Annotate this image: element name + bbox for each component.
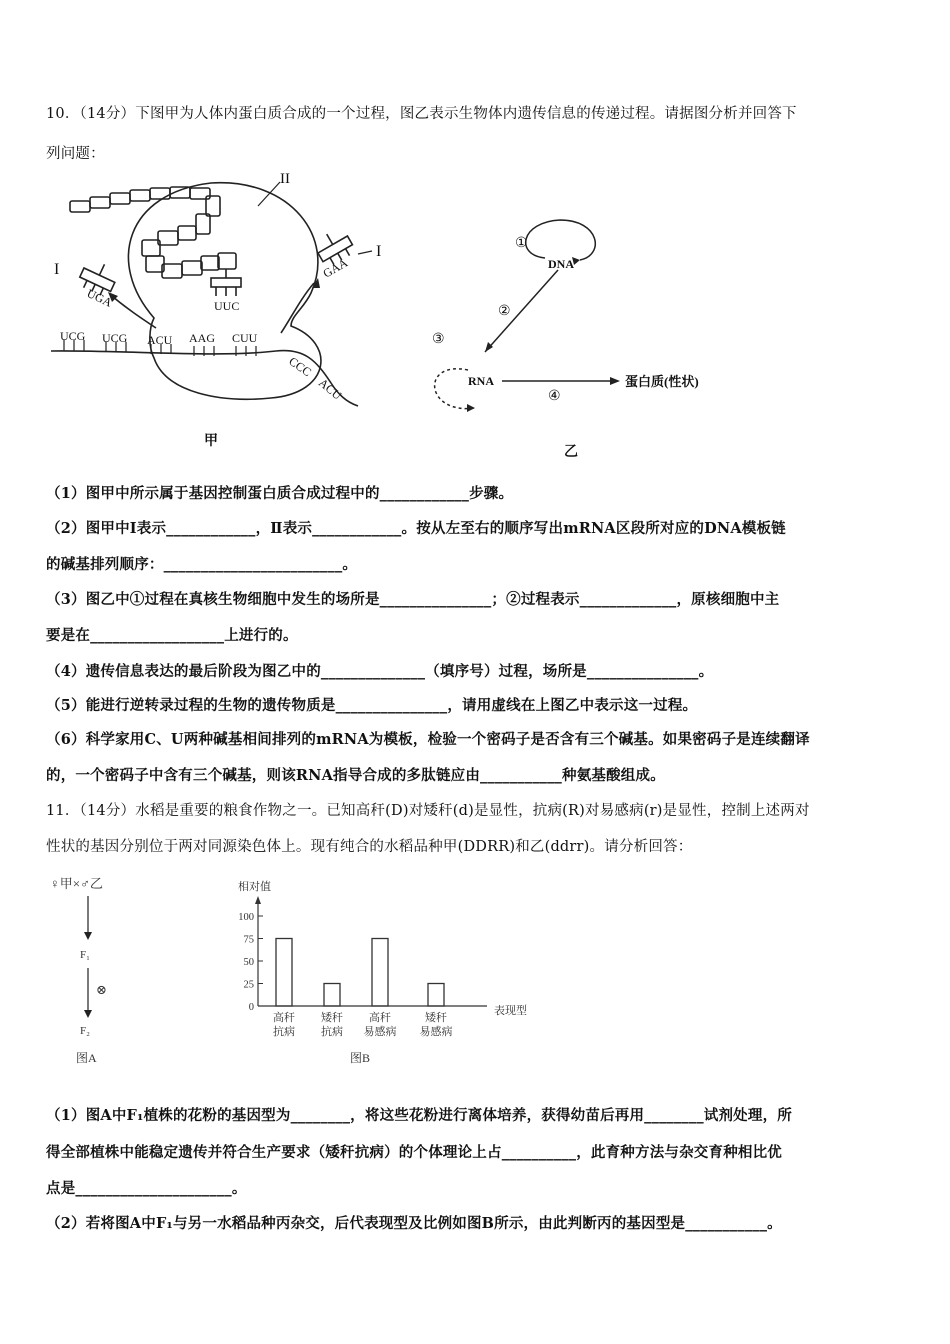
q10-sub1: （1）图甲中所示属于基因控制蛋白质合成过程中的____________步骤。 [46,485,514,502]
category-label-0-line1: 高秆 [273,1012,295,1024]
figure-jia-caption: 甲 [204,434,218,449]
figure-a-cross-diagram [50,872,160,1067]
label-II: II [280,171,290,187]
q10-sub2-line1: （2）图甲中Ⅰ表示____________，Ⅱ表示____________。按从左至右的顺序写出mRNA区段所对应的DNA模板链 [46,520,786,537]
category-label-1-line2: 抗病 [321,1026,343,1038]
q10-sub3-line2: 要是在__________________上进行的。 [46,627,298,644]
rna-label: RNA [468,374,494,388]
codon-2: UCG [102,331,128,345]
q10-sub4: （4）遗传信息表达的最后阶段为图乙中的______________（填序号）过程，场所是_______________。 [46,663,714,680]
q10-sub5: （5）能进行逆转录过程的生物的遗传物质是_______________，请用虚线在上图乙中表示这一过程。 [46,697,698,714]
x-axis-label: 表现型 [494,1005,527,1017]
q11-sub1-line3: 点是_____________________。 [46,1180,247,1197]
figure-jia-translation [46,168,416,453]
figure-yi-caption: 乙 [564,445,578,460]
q11-sub1-line2: 得全部植株中能稳定遗传并符合生产要求（矮秆抗病）的个体理论上占__________，此育种方法与杂交育种相比优 [46,1144,782,1161]
anticodon-right: GAA [320,255,351,281]
figure-b-bar-chart [222,872,532,1067]
category-label-0-line2: 抗病 [273,1026,295,1038]
bar-1 [324,984,340,1007]
codon-7: ACU [316,375,345,403]
q10-intro-line2: 列问题： [46,146,105,162]
self-symbol: ⊗ [96,982,107,997]
f1-label: F₁ [80,949,90,961]
codon-4: AAG [189,331,215,345]
category-label-2-line2: 易感病 [363,1026,397,1038]
q11-intro-line1: 11．（14分）水稻是重要的粮食作物之一。已知高秆(D)对矮秆(d)是显性，抗病(R)对易感病(r)是显性，控制上述两对 [46,803,810,819]
category-label-3-line2: 易感病 [419,1026,453,1038]
f2-label: F₂ [80,1025,90,1037]
figure-b-caption: 图B [350,1051,371,1065]
q10-sub3-line1: （3）图乙中①过程在真核生物细胞中发生的场所是_______________；②过程表示_____________，原核细胞中主 [46,591,780,608]
step-3: ③ [432,332,445,347]
bar-2 [372,939,388,1007]
step-4: ④ [548,389,561,404]
bar-3 [428,984,444,1007]
q11-intro-line2: 性状的基因分别位于两对同源染色体上。现有纯合的水稻品种甲(DDRR)和乙(ddrr)。请分析回答： [46,839,693,855]
figure-yi-central-dogma [420,210,740,465]
q10-sub2-line2: 的碱基排列顺序：________________________。 [46,556,358,573]
codon-1: UCG [60,329,86,343]
q10-intro-line1: 10．（14分）下图甲为人体内蛋白质合成的一个过程，图乙表示生物体内遗传信息的传递过程。请据图分析并回答下 [46,106,797,122]
step-2: ② [498,304,511,319]
q11-sub2: （2）若将图A中F₁与另一水稻品种丙杂交，后代表现型及比例如图B所示，由此判断丙的基因型是___________。 [46,1215,782,1232]
label-I-right: I [376,243,382,260]
protein-label: 蛋白质(性状) [625,374,699,389]
q10-sub6-line1: （6）科学家用C、U两种碱基相间排列的mRNA为模板，检验一个密码子是否含有三个碱基。如果密码子是连续翻译 [46,731,810,748]
q11-sub1-line1: （1）图A中F₁植株的花粉的基因型为________，将这些花粉进行离体培养，获得幼苗后再用________试剂处理，所 [46,1107,792,1124]
codon-5: CUU [232,331,258,345]
codon-3: ACU [147,333,173,347]
label-I-left: I [54,261,60,278]
codon-6: CCC [286,353,314,380]
y-axis-label: 相对值 [238,881,271,893]
cross-label: ♀甲×♂乙 [50,876,103,891]
anticodon-left: UGA [84,286,115,310]
y-tick-label-3: 75 [243,934,254,946]
bar-0 [276,939,292,1007]
figure-a-caption: 图A [76,1051,97,1065]
y-axis-arrow [255,896,261,904]
category-label-1-line1: 矮秆 [321,1012,343,1024]
y-tick-label-2: 50 [243,957,254,968]
anticodon-center: UUC [214,299,240,313]
q10-sub6-line2: 的，一个密码子中含有三个碱基，则该RNA指导合成的多肽链应由___________种氨基酸组成。 [46,767,665,784]
step-1: ① [515,236,528,251]
category-label-2-line1: 高秆 [369,1012,391,1024]
dna-label: DNA [548,257,574,271]
category-label-3-line1: 矮秆 [425,1012,447,1024]
y-tick-label-0: 0 [248,1002,254,1013]
y-tick-label-4: 100 [238,912,254,923]
y-tick-label-1: 25 [243,979,254,991]
